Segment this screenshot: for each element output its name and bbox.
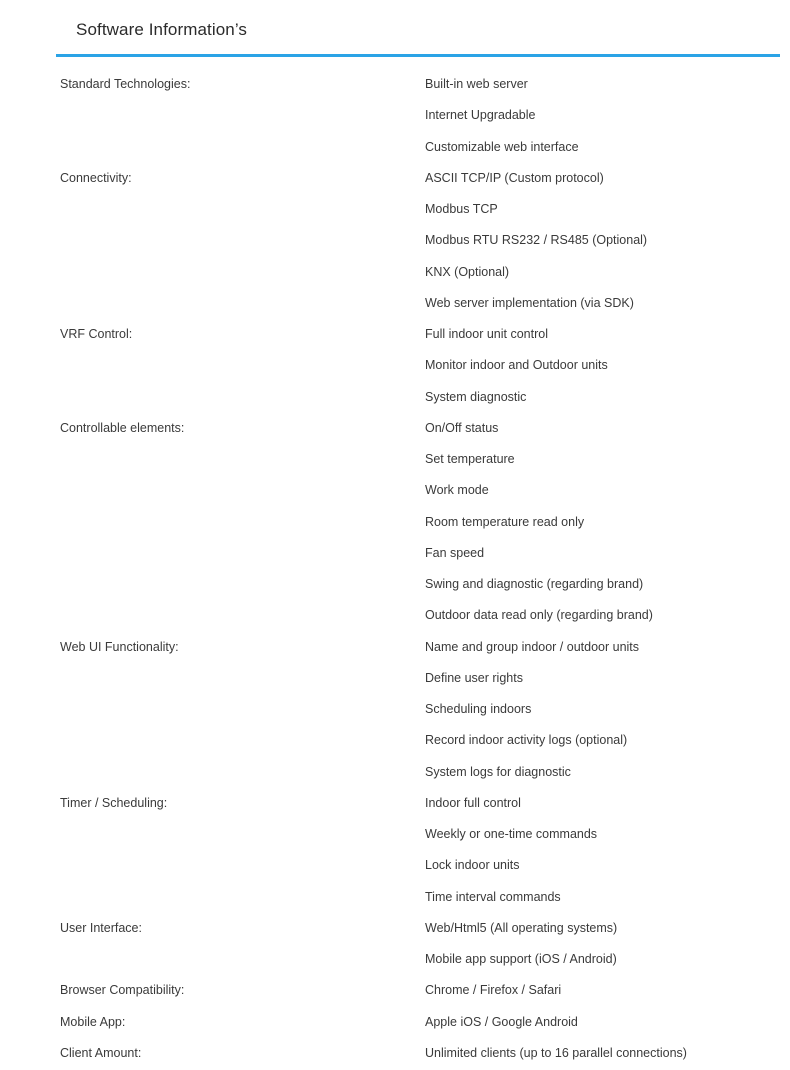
spec-row bbox=[0, 444, 790, 475]
spec-value: System logs for diagnostic bbox=[425, 764, 571, 779]
spec-label: User Interface: bbox=[60, 920, 142, 935]
spec-value: Indoor full control bbox=[425, 795, 521, 810]
spec-row bbox=[0, 225, 790, 256]
spec-value: Monitor indoor and Outdoor units bbox=[425, 358, 608, 373]
spec-row bbox=[0, 132, 790, 163]
spec-row bbox=[0, 725, 790, 756]
spec-value: KNX (Optional) bbox=[425, 264, 510, 279]
spec-value: Name and group indoor / outdoor units bbox=[425, 639, 640, 654]
spec-label: Browser Compatibility: bbox=[60, 983, 185, 998]
spec-value: Mobile app support (iOS / Android) bbox=[425, 952, 617, 966]
spec-value: Chrome / Firefox / Safari bbox=[425, 983, 562, 998]
spec-value: ASCII TCP/IP (Custom protocol) bbox=[425, 170, 604, 185]
spec-row bbox=[0, 475, 790, 506]
spec-row bbox=[0, 69, 790, 100]
spec-row bbox=[0, 1038, 790, 1069]
page-title: Software Information’s bbox=[76, 20, 248, 39]
spec-value: Work mode bbox=[425, 483, 489, 498]
spec-value: Define user rights bbox=[425, 670, 523, 685]
spec-label: Timer / Scheduling: bbox=[60, 795, 168, 810]
spec-value: Lock indoor units bbox=[425, 858, 520, 873]
spec-row bbox=[0, 663, 790, 694]
spec-row bbox=[0, 569, 790, 600]
spec-value: Weekly or one-time commands bbox=[425, 827, 598, 841]
page-header bbox=[0, 0, 790, 60]
spec-label: Web UI Functionality: bbox=[60, 639, 179, 654]
title-divider bbox=[56, 54, 780, 57]
spec-value: Internet Upgradable bbox=[425, 108, 536, 123]
spec-row bbox=[0, 944, 790, 975]
spec-value: Full indoor unit control bbox=[425, 327, 548, 341]
spec-label: Standard Technologies: bbox=[60, 77, 191, 91]
spec-value: Time interval commands bbox=[425, 889, 561, 904]
spec-label: VRF Control: bbox=[60, 327, 133, 341]
spec-row bbox=[0, 819, 790, 850]
spec-row bbox=[0, 757, 790, 788]
spec-row bbox=[0, 882, 790, 913]
spec-list bbox=[0, 69, 790, 1069]
spec-row bbox=[0, 600, 790, 631]
spec-row bbox=[0, 257, 790, 288]
spec-value: Swing and diagnostic (regarding brand) bbox=[425, 577, 644, 591]
spec-row bbox=[0, 632, 790, 663]
spec-value: Apple iOS / Google Android bbox=[425, 1014, 578, 1029]
spec-row bbox=[0, 788, 790, 819]
spec-row bbox=[0, 694, 790, 725]
spec-label: Mobile App: bbox=[60, 1014, 126, 1029]
spec-row bbox=[0, 507, 790, 538]
spec-value: Outdoor data read only (regarding brand) bbox=[425, 608, 653, 623]
spec-value: Unlimited clients (up to 16 parallel connections) bbox=[425, 1045, 687, 1060]
spec-row bbox=[0, 413, 790, 444]
spec-value: Built-in web server bbox=[425, 77, 528, 91]
spec-value: On/Off status bbox=[425, 420, 499, 435]
spec-row bbox=[0, 913, 790, 944]
spec-value: Record indoor activity logs (optional) bbox=[425, 733, 628, 748]
spec-row bbox=[0, 319, 790, 350]
spec-value: Web/Html5 (All operating systems) bbox=[425, 920, 618, 935]
spec-value: Scheduling indoors bbox=[425, 702, 532, 716]
spec-row bbox=[0, 850, 790, 881]
spec-row bbox=[0, 975, 790, 1006]
spec-row bbox=[0, 100, 790, 131]
spec-label: Controllable elements: bbox=[60, 420, 185, 435]
spec-value: System diagnostic bbox=[425, 389, 527, 404]
spec-value: Room temperature read only bbox=[425, 514, 585, 529]
spec-row bbox=[0, 194, 790, 225]
spec-row bbox=[0, 350, 790, 381]
spec-value: Web server implementation (via SDK) bbox=[425, 295, 634, 310]
spec-row bbox=[0, 163, 790, 194]
spec-row bbox=[0, 538, 790, 569]
spec-value: Modbus RTU RS232 / RS485 (Optional) bbox=[425, 233, 648, 248]
spec-row bbox=[0, 288, 790, 319]
spec-value: Customizable web interface bbox=[425, 139, 579, 154]
spec-value: Modbus TCP bbox=[425, 202, 498, 216]
spec-value: Fan speed bbox=[425, 545, 485, 560]
spec-value: Set temperature bbox=[425, 452, 515, 466]
spec-label: Client Amount: bbox=[60, 1045, 142, 1060]
spec-label: Connectivity: bbox=[60, 170, 132, 185]
spec-row bbox=[0, 1007, 790, 1038]
spec-row bbox=[0, 382, 790, 413]
